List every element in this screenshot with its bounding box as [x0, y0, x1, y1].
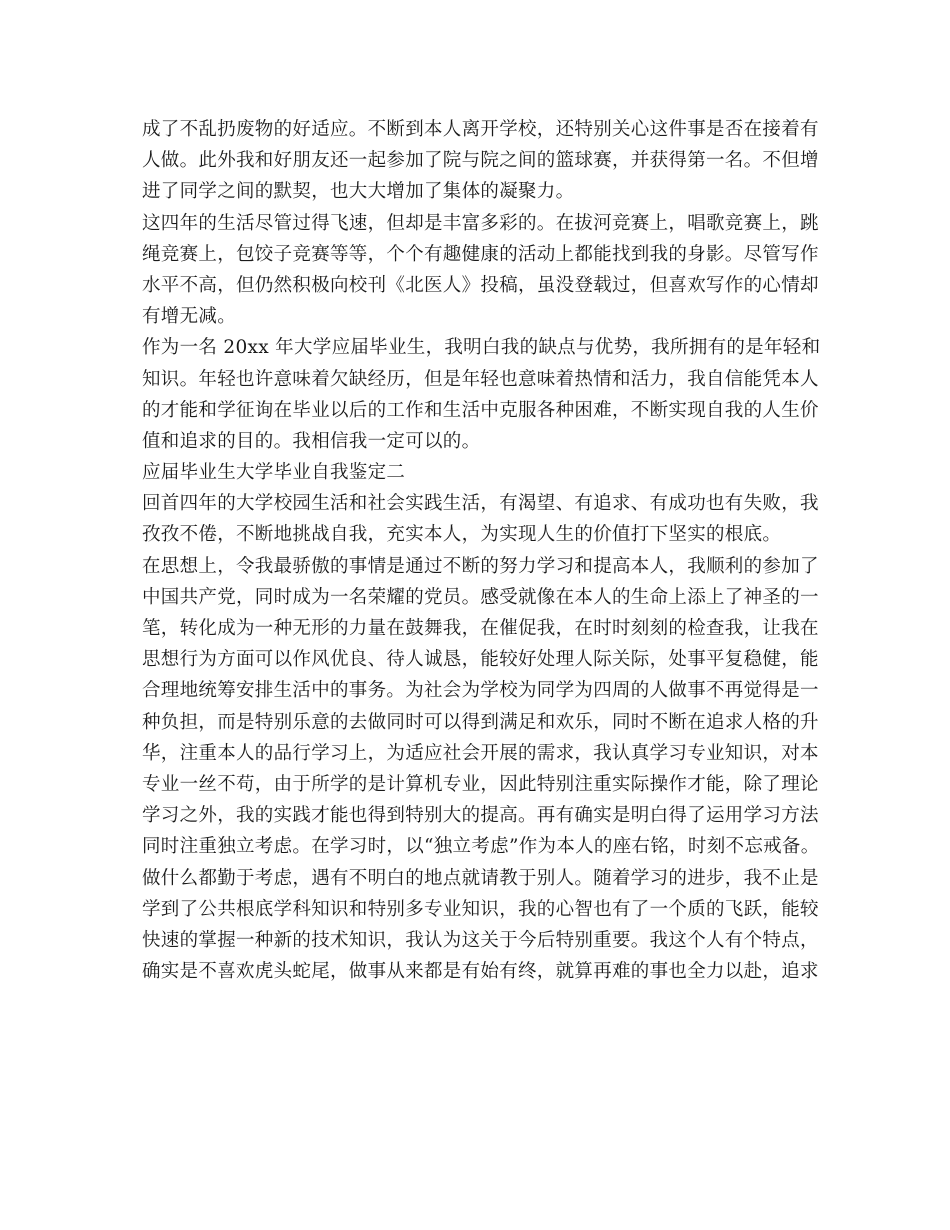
text-line: 绳竞赛上，包饺子竞赛等等，个个有趣健康的活动上都能找到我的身影。尽管写作: [142, 243, 819, 265]
text-line: 在思想上，令我最骄傲的事情是通过不断的努力学习和提高本人，我顺利的参加了: [142, 555, 819, 577]
text-line: 笔，转化成为一种无形的力量在鼓舞我，在催促我，在时时刻刻的检查我，让我在: [142, 618, 819, 639]
text-line: 同时注重独立考虑。在学习时，以“独立考虑”作为本人的座右铭，时刻不忘戒备。: [142, 836, 820, 858]
text-line: 中国共产党，同时成为一名荣耀的党员。感受就像在本人的生命上添上了神圣的一: [142, 586, 819, 608]
text-line: 水平不高，但仍然积极向校刊《北医人》投稿，虽没登载过，但喜欢写作的心情却: [142, 274, 819, 296]
text-line: 学习之外，我的实践才能也得到特别大的提高。再有确实是明白得了运用学习方法: [142, 805, 819, 827]
text-line: 成了不乱扔废物的好适应。不断到本人离开学校，还特别关心这件事是否在接着有: [142, 119, 819, 140]
text-line: 学到了公共根底学科知识和特别多专业知识，我的心智也有了一个质的飞跃，能较: [142, 898, 819, 920]
text-line: 值和追求的目的。我相信我一定可以的。: [142, 430, 481, 452]
text-line: 的才能和学征询在毕业以后的工作和生活中克服各种困难，不断实现自我的人生价: [142, 399, 819, 421]
section-heading: 应届毕业生大学毕业自我鉴定二: [142, 462, 406, 484]
text-line: 孜孜不倦，不断地挑战自我，充实本人，为实现人生的价值打下坚实的根底。: [142, 524, 782, 546]
text-line: 合理地统筹安排生活中的事务。为社会为学校为同学为四周的人做事不再觉得是一: [142, 680, 819, 702]
text-line: 知识。年轻也许意味着欠缺经历，但是年轻也意味着热情和活力，我自信能凭本人: [142, 368, 819, 390]
text-line: 作为一名 20xx 年大学应届毕业生，我明白我的缺点与优势，我所拥有的是年轻和: [142, 337, 821, 359]
text-line: 快速的掌握一种新的技术知识，我认为这关于今后特别重要。我这个人有个特点，: [142, 929, 819, 951]
text-line: 专业一丝不苟，由于所学的是计算机专业，因此特别注重实际操作才能，除了理论: [142, 773, 819, 795]
text-line: 种负担，而是特别乐意的去做同时可以得到满足和欢乐，同时不断在追求人格的升: [142, 711, 819, 733]
text-line: 这四年的生活尽管过得飞速，但却是丰富多彩的。在拔河竞赛上，唱歌竞赛上，跳: [142, 212, 819, 234]
document-body: [142, 114, 821, 987]
text-line: 确实是不喜欢虎头蛇尾，做事从来都是有始有终，就算再难的事也全力以赴，追求: [142, 961, 819, 983]
text-line: 有增无减。: [142, 306, 237, 328]
text-line: 进了同学之间的默契，也大大增加了集体的凝聚力。: [142, 181, 575, 203]
text-line: 人做。此外我和好朋友还一起参加了院与院之间的篮球赛，并获得第一名。不但增: [142, 150, 819, 172]
text-line: 回首四年的大学校园生活和社会实践生活，有渴望、有追求、有成功也有失败，我: [142, 493, 819, 515]
text-line: 华，注重本人的品行学习上，为适应社会开展的需求，我认真学习专业知识，对本: [142, 742, 819, 764]
text-line: 思想行为方面可以作风优良、待人诚恳，能较好处理人际关际，处事平复稳健，能: [142, 649, 819, 671]
text-line: 做什么都勤于考虑，遇有不明白的地点就请教于别人。随着学习的进步，我不止是: [142, 867, 819, 889]
